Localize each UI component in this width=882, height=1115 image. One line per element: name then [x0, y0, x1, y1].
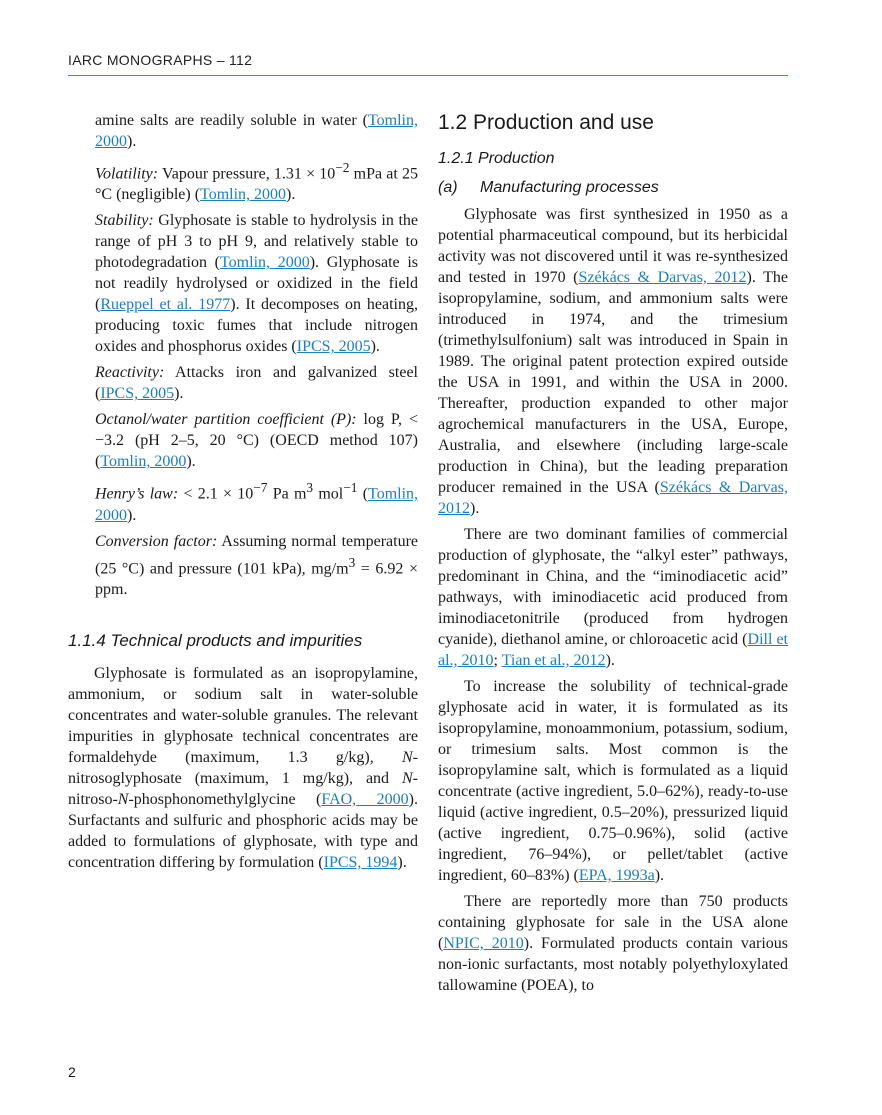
citation-link[interactable]: FAO, 2000 [321, 790, 409, 808]
paragraph-formulations: To increase the solubility of technical-grade glyphosate acid in water, it is formulated as its isopropylamine, monoammonium, potassium, sodium, or trimesium salts. Most common is the isopropylamine salt, which is formulated as a liquid concentrate (active ingredient, 5.0–62%), ready-to-use liquid (active ingredient, 0.5–20%), pressurized liquid (active ingredient, 0.75–0.96%), solid (active ingredient, 76–94%), or pellet/tablet (active ingredient, 60–83%) (EPA, 1993a). [438, 678, 788, 884]
citation-link[interactable]: Tian et al., 2012 [501, 652, 606, 669]
paragraph-technical-products: Glyphosate is formulated as an isopropylamine, ammonium, or sodium salt in water-soluble concentrates and water-soluble granules. The relevant impurities in glyphosate technical concentrates are formaldehyde (maximum, 1.3 g/kg), N-nitrosoglyphosate (maximum, 1 mg/kg), and N-nitroso-N-phosphonomethylglycine (FAO, 2000). Surfactants and sulfuric and phosphoric acids may be added to formulations of glyphosate, with type and concentration differing by formulation (IPCS, 1994). [68, 664, 418, 871]
citation-link[interactable]: IPCS, 1994 [323, 853, 398, 871]
paragraph-solubility: amine salts are readily soluble in water (Tomlin, 2000). [95, 112, 418, 150]
citation-link[interactable]: Székács & Darvas, 2012 [578, 269, 747, 286]
citation-link[interactable]: EPA, 1993a [578, 867, 655, 884]
citation-link[interactable]: Rueppel et al. 1977 [100, 296, 231, 314]
header-rule [68, 75, 788, 76]
property-octanol-water: Octanol/water partition coefficient (P): log P, < −3.2 (pH 2–5, 20 °C) (OECD method 107) (Tomlin, 2000). [95, 411, 419, 471]
paragraph-production-pathways: There are two dominant families of commercial production of glyphosate, the “alkyl ester” pathways, predominant in China, and the “iminodiacetic acid” pathways, with iminodiacetic acid produced from iminodiacetonitrile (produced from hydrogen cyanide), diethanol amine, or chloroacetic acid (Dill et al., 2010; Tian et al., 2012). [438, 526, 789, 669]
citation-link[interactable]: IPCS, 2005 [100, 385, 175, 403]
property-label: Henry’s law: [95, 485, 179, 503]
property-reactivity: Reactivity: Attacks iron and galvanized steel (IPCS, 2005). [95, 364, 418, 403]
citation-link[interactable]: Tomlin, 2000 [95, 112, 418, 150]
property-label: Octanol/water partition coefficient (P): [95, 411, 357, 429]
citation-link[interactable]: Dill et al., 2010 [438, 631, 789, 669]
property-conversion-factor: Conversion factor: Assuming normal temperature (25 °C) and pressure (101 kPa), $mg/m^3 = 6.92$ × ppm. [95, 532, 418, 598]
property-label: Conversion factor: [95, 532, 218, 550]
property-label: Stability: [95, 212, 154, 230]
subsection-heading-production: 1.2.1 Production [438, 150, 555, 167]
subsubsection-heading-manufacturing: (a) Manufacturing processes [438, 179, 659, 196]
paragraph-history: Glyphosate was first synthesized in 1950 as a potential pharmaceutical compound, but its herbicidal activity was not discovered until it was re-synthesized and tested in 1970 (Székács & Darvas, 2012). The isopropylamine, sodium, and ammonium salts were introduced in 1974, and the trimesium (trimethylsulfonium) salt was introduced in Spain in 1989. The original patent protection expired outside the USA in 1991, and within the USA in 2000. Thereafter, production expanded to other major agrochemical manufacturers in the USA, Europe, Australia, and elsewhere (including large-scale production in China), but the leading preparation producer remained in the USA (Székács & Darvas, 2012). [438, 206, 789, 517]
property-label: Volatility: [95, 165, 159, 183]
running-header: IARC MONOGRAPHS – 112 [68, 52, 253, 68]
property-volatility: Volatility: Vapour pressure, $1.31 \times 10^{-2}$ mPa at 25 °C (negligible) (Tomlin, 2000). [95, 160, 418, 204]
citation-link[interactable]: Székács & Darvas, 2012 [438, 479, 789, 517]
paragraph-products: There are reportedly more than 750 products containing glyphosate for sale in the USA alone (NPIC, 2010). Formulated products contain various non-ionic surfactants, most notably polyethyloxylated tallowamine (POEA), to [438, 893, 789, 994]
page-number: 2 [68, 1064, 76, 1080]
citation-link[interactable]: NPIC, 2010 [443, 935, 524, 952]
citation-link[interactable]: Tomlin, 2000 [100, 453, 187, 471]
property-henrys-law: Henry’s law: < $2.1 \times 10^{-7}$ Pa $m^3$ mol$^{-1}$ (Tomlin, 2000). [95, 480, 419, 524]
section-heading-production-and-use: 1.2 Production and use [438, 111, 654, 134]
right-column [438, 110, 788, 1001]
property-label: Reactivity: [95, 364, 165, 382]
property-stability: Stability: Glyphosate is stable to hydrolysis in the range of pH 3 to pH 9, and relatively stable to photodegradation (Tomlin, 2000). Glyphosate is not readily hydrolysed or oxidized in the field (Rueppel et al. 1977). It decomposes on heating, producing toxic fumes that include nitrogen oxides and phosphorus oxides (IPCS, 2005). [95, 212, 419, 356]
section-heading-technical-products: 1.1.4 Technical products and impurities [68, 630, 363, 650]
citation-link[interactable]: Tomlin, 2000 [95, 485, 419, 524]
citation-link[interactable]: Tomlin, 2000 [200, 186, 287, 204]
left-column [68, 110, 418, 878]
citation-link[interactable]: Tomlin, 2000 [220, 254, 310, 272]
citation-link[interactable]: IPCS, 2005 [296, 338, 371, 356]
